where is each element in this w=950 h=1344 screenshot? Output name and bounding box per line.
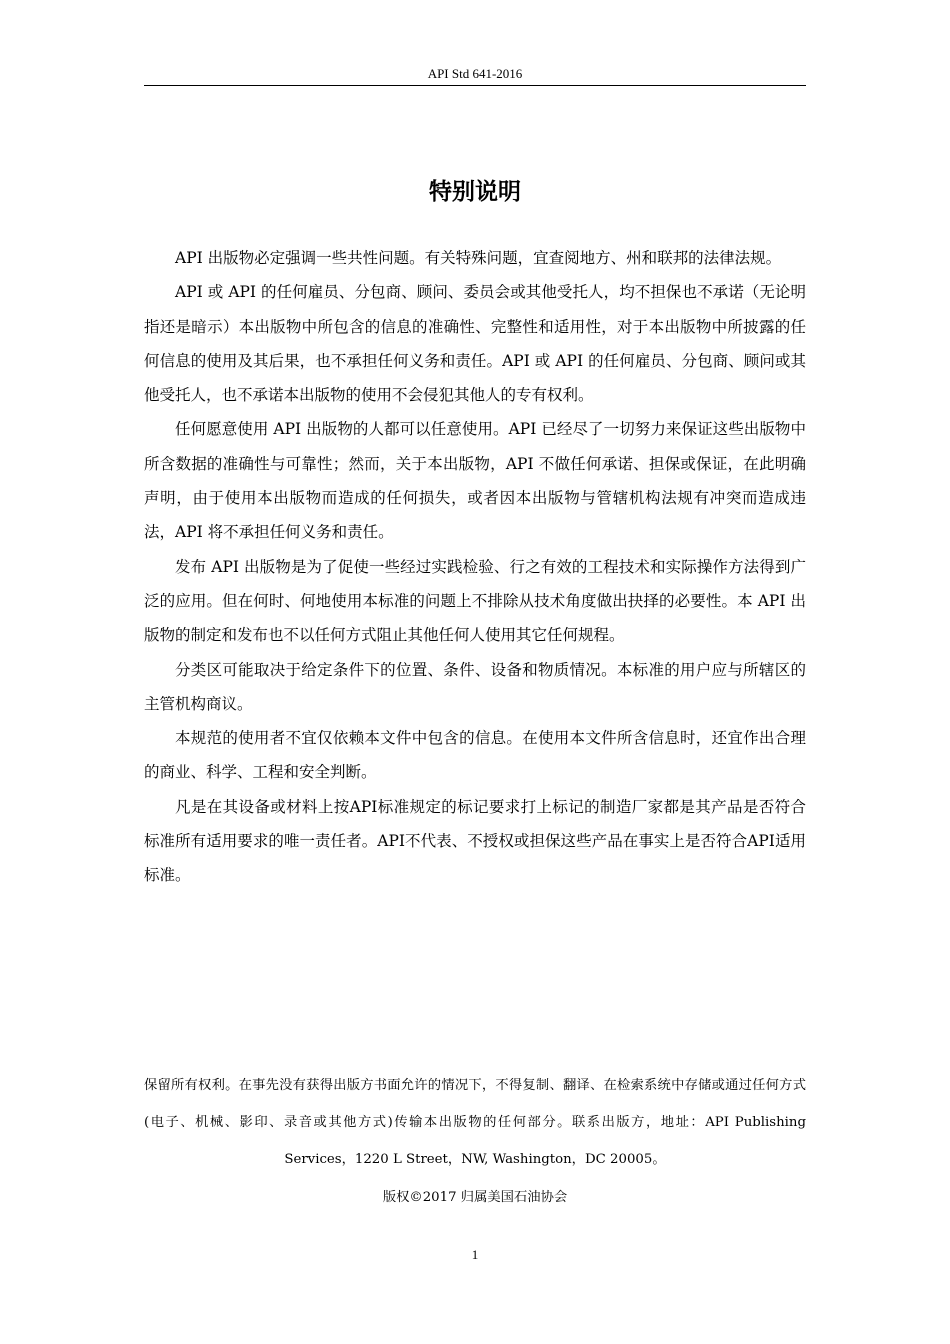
paragraph-manufacturer-responsibility: 凡是在其设备或材料上按API标准规定的标记要求打上标记的制造厂家都是其产品是否符合标准所有适用要求的唯一责任者。API不代表、不授权或担保这些产品在事实上是否符合API适用标准。 bbox=[144, 797, 806, 885]
notice-body bbox=[144, 241, 806, 893]
running-header: API Std 641-2016 bbox=[427, 66, 523, 81]
paragraph-accuracy-disclaimer: 任何愿意使用 API 出版物的人都可以任意使用。API 已经尽了一切努力来保证这些出版物中所含数据的准确性与可靠性；然而，关于本出版物，API 不做任何承诺、担保或保证，在此明确声明，由于使用本出版物而造成的任何损失，或者因本出版物与管辖机构法规有冲突而造成违法，API 将不承担任何义务和责任。 bbox=[144, 420, 806, 542]
page-number: 1 bbox=[471, 1247, 479, 1262]
paragraph-classified-areas: 分类区可能取决于给定条件下的位置、条件、设备和物质情况。本标准的用户应与所辖区的主管机构商议。 bbox=[144, 660, 806, 713]
footer bbox=[144, 1067, 806, 1217]
copyright-line: 版权©2017 归属美国石油协会 bbox=[382, 1190, 568, 1205]
rights-notice: 保留所有权利。在事先没有获得出版方书面允许的情况下，不得复制、翻译、在检索系统中存储或通过任何方式(电子、机械、影印、录音或其他方式)传输本出版物的任何部分。联系出版方，地址：API Publishing Services，1220 L Street，NW, Washington，DC 20005。 bbox=[144, 1078, 806, 1167]
header-divider bbox=[144, 85, 806, 86]
paragraph-user-judgment: 本规范的使用者不宜仅依赖本文件中包含的信息。在使用本文件所含信息时，还宜作出合理的商业、科学、工程和安全判断。 bbox=[144, 729, 806, 782]
page-title: 特别说明 bbox=[429, 179, 521, 206]
paragraph-general-nature: API 出版物必定强调一些共性问题。有关特殊问题，宜查阅地方、州和联邦的法律法规。 bbox=[175, 249, 782, 267]
paragraph-publication-purpose: 发布 API 出版物是为了促使一些经过实践检验、行之有效的工程技术和实际操作方法得到广泛的应用。但在何时、何地使用本标准的问题上不排除从技术角度做出抉择的必要性。本 API 出版物的制定和发布也不以任何方式阻止其他任何人使用其它任何规程。 bbox=[144, 557, 806, 645]
paragraph-no-warranty: API 或 API 的任何雇员、分包商、顾问、委员会或其他受托人，均不担保也不承诺（无论明指还是暗示）本出版物中所包含的信息的准确性、完整性和适用性，对于本出版物中所披露的任何信息的使用及其后果，也不承担任何义务和责任。API 或 API 的任何雇员、分包商、顾问或其他受托人，也不承诺本出版物的使用不会侵犯其他人的专有权利。 bbox=[144, 283, 806, 405]
